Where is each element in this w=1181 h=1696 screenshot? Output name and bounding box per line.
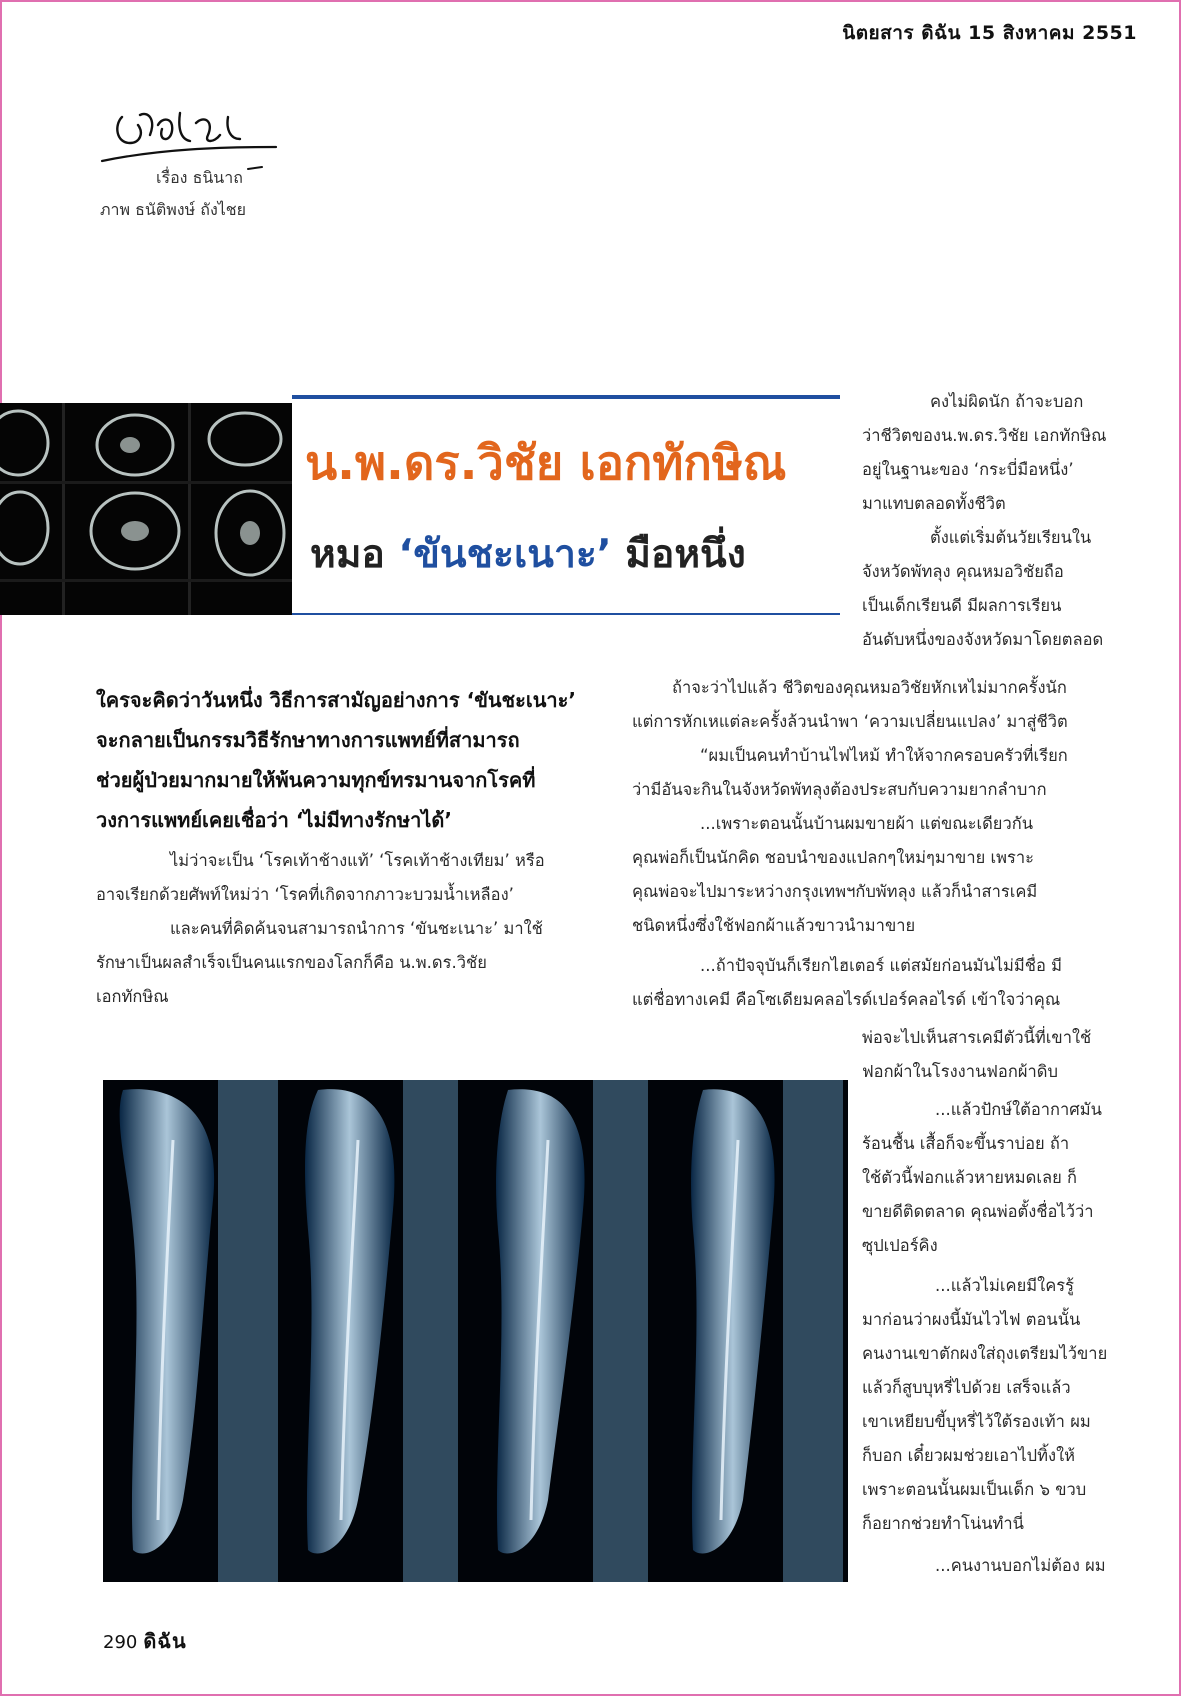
right-wide-line: ชนิดหนึ่งซึ่งใช้ฟอกผ้าแล้วขาวนำมาขาย [632, 916, 916, 935]
right-wide-line: คุณพ่อจะไปมาระหว่างกรุงเทพฯกับพัทลุง แล้วก็นำสารเคมี [632, 882, 1038, 901]
right-col-line: ...คนงานบอกไม่ต้อง ผม [935, 1556, 1106, 1575]
page-number: 290 [103, 1632, 138, 1653]
right-col-line: ก็อยากช่วยทำโน่นทำนี่ [862, 1514, 1024, 1533]
mri-crosssection-image [0, 403, 292, 615]
page-footer [103, 1625, 187, 1657]
right-wide-line: “ผมเป็นคนทำบ้านไฟไหม้ ทำให้จากครอบครัวที่เรียก [700, 746, 1068, 765]
subtitle-prefix: หมอ [310, 532, 399, 577]
right-col-line: คงไม่ผิดนัก ถ้าจะบอก [930, 392, 1084, 411]
right-col-line: พ่อจะไปเห็นสารเคมีตัวนี้ที่เขาใช้ [862, 1028, 1092, 1047]
left-body-line: เอกทักษิณ [96, 987, 169, 1006]
right-col-line: ฟอกผ้าในโรงงานฟอกผ้าดิบ [862, 1062, 1058, 1081]
right-col-line: อันดับหนึ่งของจังหวัดมาโดยตลอด [862, 630, 1104, 649]
right-col-line: คนงานเขาตักผงใส่ถุงเตรียมไว้ขาย [862, 1344, 1108, 1363]
right-col-line: ร้อนชื้น เสื้อก็จะขึ้นราบ่อย ถ้า [862, 1134, 1070, 1153]
right-col-line: ตั้งแต่เริ่มต้นวัยเรียนใน [930, 528, 1092, 547]
lead-line: จะกลายเป็นกรรมวิธีรักษาทางการแพทย์ที่สามารถ [96, 728, 520, 752]
article-subtitle [310, 523, 746, 585]
right-col-line: มาก่อนว่าผงนี้มันไวไฟ ตอนนั้น [862, 1310, 1081, 1329]
right-col-line: เพราะตอนนั้นผมเป็นเด็ก ๖ ขวบ [862, 1480, 1087, 1499]
left-body-line: และคนที่คิดค้นจนสามารถนำการ ‘ขันชะเนาะ’ มาใช้ [170, 919, 543, 938]
right-col-line: ซุปเปอร์คิง [862, 1236, 938, 1255]
right-col-line: ก็บอก เดี๋ยวผมช่วยเอาไปทิ้งให้ [862, 1446, 1076, 1465]
right-col-line: ...แล้วปักษ์ใต้อากาศมัน [935, 1100, 1102, 1119]
right-col-line: ใช้ตัวนี้ฟอกแล้วหายหมดเลย ก็ [862, 1168, 1078, 1187]
right-col-line: เป็นเด็กเรียนดี มีผลการเรียน [862, 596, 1062, 615]
right-wide-line: ...เพราะตอนนั้นบ้านผมขายผ้า แต่ขณะเดียวกัน [700, 814, 1034, 833]
right-col-line: ...แล้วไม่เคยมีใครรู้ [935, 1276, 1074, 1295]
mri-leg-scans-image [103, 1080, 848, 1582]
subtitle-suffix: มือหนึ่ง [611, 532, 746, 577]
title-rule-bottom [292, 613, 840, 615]
lead-line: ใครจะคิดว่าวันหนึ่ง วิธีการสามัญอย่างการ ‘ขันชะเนาะ’ [96, 688, 576, 712]
photo-credit: ภาพ ธนัติพงษ์ ถังไชย [100, 200, 247, 219]
right-col-line: อยู่ในฐานะของ ‘กระบี่มือหนึ่ง’ [862, 460, 1074, 479]
right-col-line: จังหวัดพัทลุง คุณหมอวิชัยถือ [862, 562, 1064, 581]
left-body-line: อาจเรียกด้วยศัพท์ใหม่ว่า ‘โรคที่เกิดจากภาวะบวมน้ำเหลือง’ [96, 885, 514, 904]
right-col-line: เขาเหยียบขี้บุหรี่ไว้ใต้รองเท้า ผม [862, 1412, 1091, 1431]
story-credit: เรื่อง ธนินาถ [156, 168, 243, 187]
right-col-line: ว่าชีวิตของน.พ.ดร.วิชัย เอกทักษิณ [862, 426, 1107, 445]
right-wide-line: ถ้าจะว่าไปแล้ว ชีวิตของคุณหมอวิชัยหักเหไม่มากครั้งนัก [672, 678, 1067, 697]
left-body-line: ไม่ว่าจะเป็น ‘โรคเท้าช้างแท้’ ‘โรคเท้าช้างเทียม’ หรือ [170, 851, 545, 870]
title-band [0, 395, 840, 620]
right-col-line: ขายดีติดตลาด คุณพ่อตั้งชื่อไว้ว่า [862, 1202, 1094, 1221]
magazine-logo: ดิฉัน [143, 1629, 187, 1653]
right-col-line: แล้วก็สูบบุหรี่ไปด้วย เสร็จแล้ว [862, 1378, 1071, 1397]
title-rule-top [292, 395, 840, 399]
right-wide-line: ...ถ้าปัจจุบันก็เรียกไฮเตอร์ แต่สมัยก่อนมันไม่มีชื่อ มี [700, 956, 1063, 975]
right-col-line: มาแทบตลอดทั้งชีวิต [862, 494, 1006, 513]
lead-line: วงการแพทย์เคยเชื่อว่า ‘ไม่มีทางรักษาได้’ [96, 808, 452, 832]
right-wide-line: แต่ชื่อทางเคมี คือโซเดียมคลอไรด์เปอร์คลอไรด์ เข้าใจว่าคุณ [632, 990, 1061, 1009]
right-wide-line: แต่การหักเหแต่ละครั้งล้วนนำพา ‘ความเปลี่ยนแปลง’ มาสู่ชีวิต [632, 712, 1068, 731]
column-logo [100, 95, 290, 175]
right-wide-line: ว่ามีอันจะกินในจังหวัดพัทลุงต้องประสบกับความยากลำบาก [632, 780, 1047, 799]
right-wide-line: คุณพ่อก็เป็นนักคิด ชอบนำของแปลกๆใหม่ๆมาขาย เพราะ [632, 848, 1035, 867]
column-logo-handwriting [100, 95, 290, 175]
left-body-line: รักษาเป็นผลสำเร็จเป็นคนแรกของโลกก็คือ น.พ.ดร.วิชัย [96, 953, 487, 972]
lead-line: ช่วยผู้ป่วยมากมายให้พ้นความทุกข์ทรมานจากโรคที่ [96, 768, 536, 792]
article-title: น.พ.ดร.วิชัย เอกทักษิณ [305, 436, 787, 491]
subtitle-highlight: ‘ขันชะเนาะ’ [398, 532, 612, 577]
issue-header: นิตยสาร ดิฉัน 15 สิงหาคม 2551 [842, 22, 1137, 44]
